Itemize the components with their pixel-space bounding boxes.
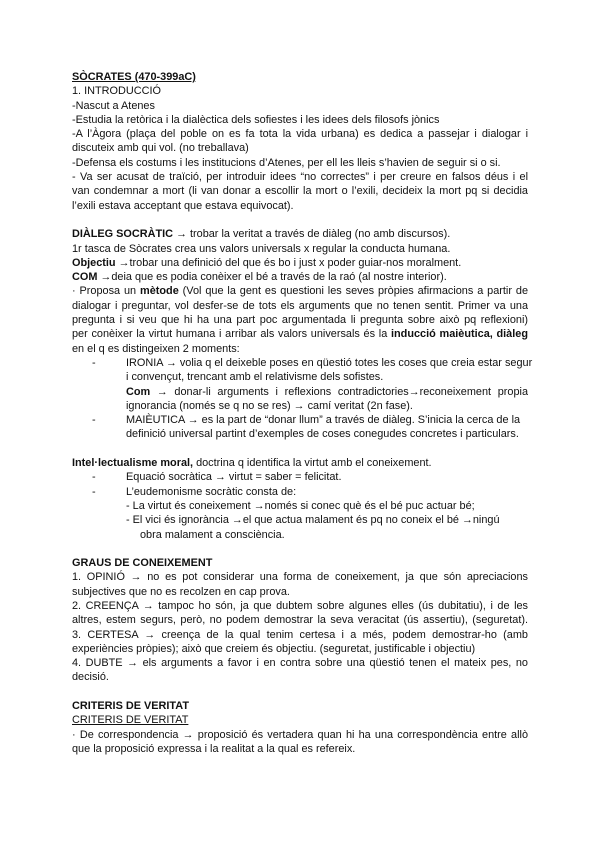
graus-line: subjectives que no es recolzen en cap prova. xyxy=(72,585,290,598)
dialeg-objectiu xyxy=(72,256,528,270)
ironia-line: i convençut, trencant amb el relativisme dels sofistes. xyxy=(126,371,384,384)
intro-line: - Va ser acusat de traïció, per introduir idees “no correctes” i per creure en falsos déus i el xyxy=(72,171,528,184)
dialeg-induccio xyxy=(72,327,528,341)
com-label: COM xyxy=(72,271,98,284)
maieutica-item xyxy=(72,413,528,427)
criteris-line: · De correspondencia → proposició és vertadera quan hi ha una correspondència entre allò xyxy=(72,728,528,741)
ironia-text: IRONIA → volia q el deixeble poses en qüestió totes les coses que creia estar segur xyxy=(126,356,533,369)
intro-line: -Defensa els costums i les institucions d’Atenes, per ell les lleis s’havien de seguir si o si. xyxy=(72,156,501,169)
graus-line: altres, estem segurs, però, no podem demostrar la seva veracitat (ús assertiu), (seguretat). xyxy=(72,614,528,627)
graus-line: experiències pròpies); això que creiem és objectiu. (seguretat, justificable i objectiu) xyxy=(72,642,476,655)
ironia-com-line: ignorancia (només se q no se res) → camí veritat (2n fase). xyxy=(126,399,413,412)
graus-line: 1. OPINIÓ → no es pot considerar una forma de coneixement, ja que són apreciacions xyxy=(72,571,528,584)
metode-post: (Vol que la gent es questioni les seves pròpies afirmacions a partir de xyxy=(178,285,528,298)
objectiu-label: Objectiu xyxy=(72,256,116,269)
virtut-line: - La virtut és coneixement →només si conec què és el bé puc actuar bé; xyxy=(126,499,475,512)
eudemonisme-text: L’eudemonisme socràtic consta de: xyxy=(126,485,297,498)
maieutica-line: definició universal partint d’exemples de coses conegudes concretes i particulars. xyxy=(126,428,519,441)
document-title: SÒCRATES (470-399aC) xyxy=(72,71,196,83)
graus-line: 4. DUBTE → els arguments a favor i en contra sobre una qüestió tenen el mateix pes, no xyxy=(72,657,528,670)
com-text: →deia que es podia conèixer el bé a través de la raó (al nostre interior). xyxy=(97,271,447,284)
graus-line: 3. CERTESA → creença de la qual tenim certesa i a més, podem demostrar-ho (amb xyxy=(72,628,528,641)
induccio-pre: per conèixer la virtut humana i arribar als valors universals és la xyxy=(72,328,391,341)
bullet-dash: - xyxy=(92,485,96,498)
bullet-dash: - xyxy=(92,356,96,369)
dialeg-tasca: 1r tasca de Sòcrates crea uns valors universals x regular la conducta humana. xyxy=(72,242,451,255)
intel-heading xyxy=(72,456,528,470)
ironia-com xyxy=(72,385,528,399)
criteris-line: que la proposició expressa i la realitat a la qual es refereix. xyxy=(72,742,356,755)
equacio-item xyxy=(72,470,528,484)
dialeg-moments: en el q es distingeixen 2 moments: xyxy=(72,342,240,355)
maieutica-text: MAIÈUTICA → es la part de “donar llum” a través de diàleg. S’inicia la cerca de la xyxy=(126,414,521,427)
spacer xyxy=(72,542,528,556)
bullet-dash: - xyxy=(92,471,96,484)
com2-label: Com xyxy=(126,385,151,398)
intro-line: discuteix amb qui vol. (no treballava) xyxy=(72,142,249,155)
dialeg-heading-text: → trobar la veritat a través de diàleg (no amb discursos). xyxy=(173,228,451,241)
bullet-dash: - xyxy=(92,414,96,427)
metode-bold: mètode xyxy=(140,285,179,298)
objectiu-text: →trobar una definició del que és bo i just x poder guiar-nos moralment. xyxy=(115,256,462,269)
dialeg-heading-bold: DIÀLEG SOCRÀTIC xyxy=(72,228,174,241)
dialeg-heading xyxy=(72,227,528,241)
ironia-item xyxy=(72,356,533,370)
intro-line: -Nascut a Atenes xyxy=(72,99,155,112)
criteris-subheading: CRITERIS DE VERITAT xyxy=(72,714,189,727)
intel-bold: Intel·lectualisme moral, xyxy=(72,457,194,470)
dialeg-com xyxy=(72,270,528,284)
graus-line: 2. CREENÇA → tampoc ho són, ja que dubtem sobre algunes elles (ús dubitatiu), i de les xyxy=(72,599,528,612)
intro-line: -A l’Àgora (plaça del poble on es fa tota la vida urbana) es dedica a passejar i dialogar i xyxy=(72,128,528,141)
spacer xyxy=(72,685,528,699)
vici-text-2: obra malament a consciència. xyxy=(140,528,285,541)
document-page xyxy=(72,70,533,756)
spacer xyxy=(72,442,528,456)
graus-line: decisió. xyxy=(72,671,109,684)
com2-text: → donar-li arguments i reflexions contradictories→reconeixement propia xyxy=(150,385,528,398)
criteris-heading: CRITERIS DE VERITAT xyxy=(72,700,189,713)
intro-line: -Estudia la retòrica i la dialèctica dels sofiestes i les idees dels filosofs jònics xyxy=(72,113,440,126)
metode-line: pregunta i si veu que hi ha una part poc argumentada li pregunta sobre això pq reflexioni) xyxy=(72,314,528,327)
dialeg-metode xyxy=(72,284,528,298)
metode-pre: · Proposa un xyxy=(72,285,141,298)
intel-text: doctrina q identifica la virtut amb el coneixement. xyxy=(193,457,432,470)
vici-line: - El vici és ignorància →el que actua malament és pq no coneix el bé →ningú xyxy=(126,514,500,527)
vici-line-2 xyxy=(72,528,528,542)
metode-line: dialogar i preguntar, vol desfer-se de tots els arguments que no tenen sentit. Primer va una xyxy=(72,299,528,312)
intro-line: van condemnar a mort (li van donar a escollir la mort o l’exili, decideix la mort pq si decidia xyxy=(72,185,528,198)
eudemonisme-item xyxy=(72,485,528,499)
equacio-text: Equació socràtica → virtut = saber = felicitat. xyxy=(126,471,342,484)
graus-heading: GRAUS DE CONEIXEMENT xyxy=(72,557,213,570)
spacer xyxy=(72,213,528,227)
intro-line: l’exili estava acceptant que estava equivocat). xyxy=(72,199,294,212)
intro-heading: 1. INTRODUCCIÓ xyxy=(72,85,161,98)
induccio-bold: inducció maièutica, diàleg xyxy=(391,328,528,341)
